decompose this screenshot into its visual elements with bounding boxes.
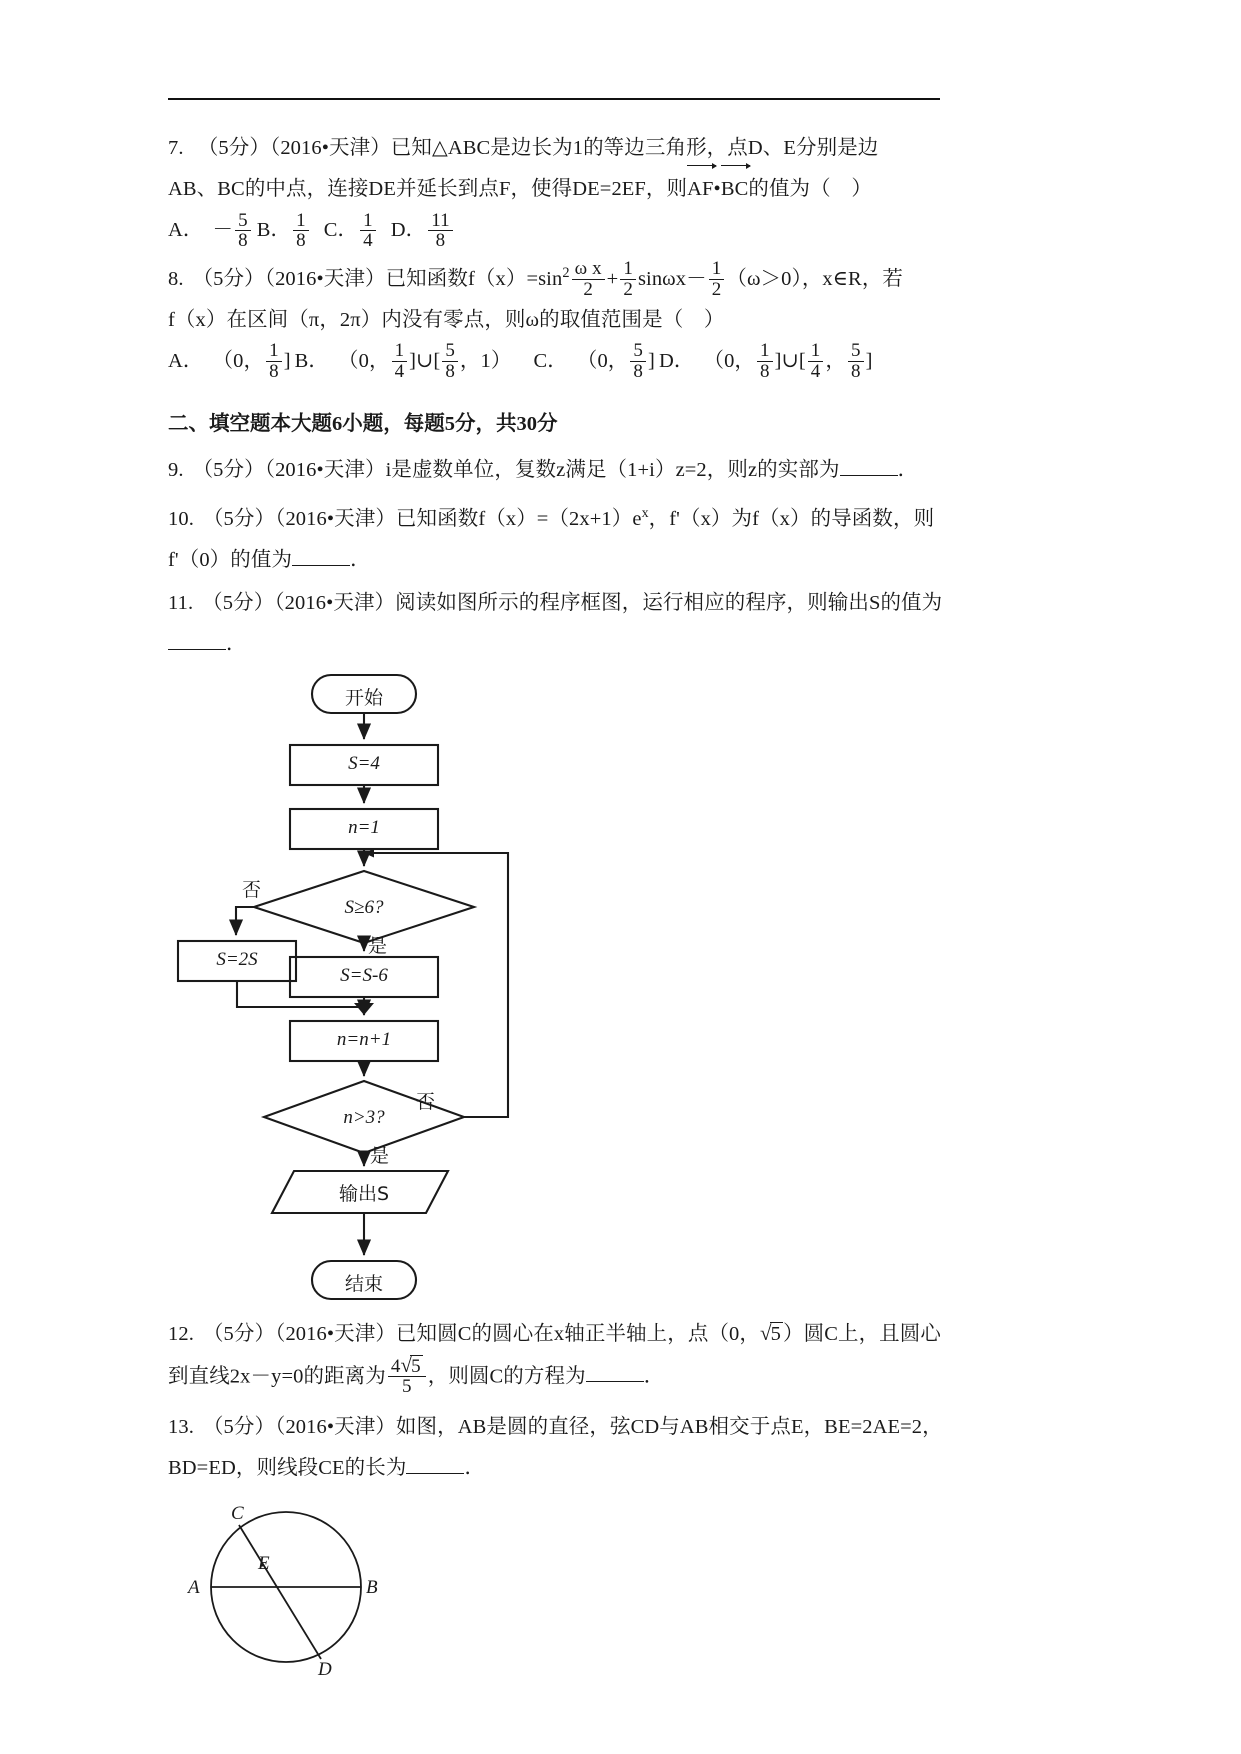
q11-period: ． xyxy=(226,632,247,655)
section-header-fill-in-blank: 二、填空题本大题6小题，每题5分，共30分 xyxy=(168,412,558,435)
q7-option-d xyxy=(391,210,455,251)
q13-period: ． xyxy=(464,1457,486,1480)
q12-sqrt-5: √5 xyxy=(760,1320,781,1345)
q12-text-2b: ，则圆C的方程为 xyxy=(427,1365,586,1388)
question-13-line-2 xyxy=(168,1448,948,1489)
question-11-line-2 xyxy=(168,624,948,665)
q8-text-tail: （ω＞0），x∈R，若 xyxy=(726,267,904,290)
question-7-line-1 xyxy=(168,128,948,169)
q12-text-2a: 到直线2x－y=0的距离为 xyxy=(168,1365,386,1388)
question-7 xyxy=(168,128,948,251)
flow-label-cond-s: S≥6? xyxy=(344,896,384,918)
q10-text-1b: ，f'（x）为f（x）的导函数，则 xyxy=(648,507,935,530)
q8-option-d-label: D． xyxy=(658,349,695,372)
question-7-options xyxy=(168,210,948,251)
q7-text-2b: 的值为（ ） xyxy=(748,178,872,200)
question-10-line-1 xyxy=(168,493,948,540)
question-12-line-2 xyxy=(168,1352,948,1398)
q8-score: （5分） xyxy=(192,267,265,290)
q7-option-c-label: C． xyxy=(323,219,359,241)
question-10-line-2 xyxy=(168,540,948,581)
q7-text-2a: AB、BC的中点，连接DE并延长到点F，使得DE=2EF，则 xyxy=(168,178,688,200)
q7-score: （5分） xyxy=(197,137,270,159)
q13-text-2a: BD=ED，则线段CE的长为 xyxy=(168,1457,407,1480)
q10-exponent: x xyxy=(641,505,649,521)
q8-option-c-label: C． xyxy=(533,349,568,372)
q8-option-b xyxy=(295,341,512,382)
q8-option-c-fraction: $\frac{5}{8}$ xyxy=(630,341,646,381)
chord-cd xyxy=(239,1525,321,1659)
q11-number: 11. xyxy=(168,591,194,614)
question-7-line-2 xyxy=(168,169,948,210)
question-8-line-2 xyxy=(168,300,948,341)
q8-text-mid: sinωx－ xyxy=(637,267,707,290)
q12-fraction-4root5-over-5: $\frac{4√5}{5}$ xyxy=(388,1355,426,1397)
q8-option-b-fraction-2: $\frac{5}{8}$ xyxy=(442,341,458,381)
vector-af xyxy=(687,169,713,210)
q8-plus: + xyxy=(606,267,619,290)
q10-source: （2016•天津） xyxy=(275,507,396,530)
q13-answer-blank[interactable] xyxy=(406,1454,464,1474)
flow-label-double: S=2S xyxy=(216,948,258,970)
q10-period: ． xyxy=(350,548,371,571)
circle-figure-svg xyxy=(176,1495,476,1685)
q8-fraction-one-half-b: $\frac{1}{2}$ xyxy=(709,259,725,299)
q8-option-c xyxy=(533,341,654,382)
q8-option-d xyxy=(659,341,873,382)
circle-label-a: A xyxy=(188,1577,200,1599)
question-13 xyxy=(168,1407,948,1489)
q8-option-b-pre: （0， xyxy=(338,349,390,372)
q8-option-d-pre: （0， xyxy=(703,349,756,372)
q7-option-d-label: D． xyxy=(390,219,427,241)
flow-label-cond-n: n>3? xyxy=(343,1106,385,1128)
q7-number: 7. xyxy=(168,137,184,159)
q8-option-a-post: ] xyxy=(283,349,291,372)
q8-option-b-fraction-1: $\frac{1}{4}$ xyxy=(392,341,408,381)
q9-score: （5分） xyxy=(192,458,265,481)
q11-source: （2016•天津） xyxy=(274,591,396,614)
vector-bc-label: BC xyxy=(720,178,749,200)
q8-fraction-one-half-a: $\frac{1}{2}$ xyxy=(620,259,636,299)
q7-option-b xyxy=(257,210,311,251)
q12-text-1a: 已知圆C的圆心在x轴正半轴上，点（0， xyxy=(395,1322,760,1345)
q10-score: （5分） xyxy=(202,507,276,530)
flow-edge-label-cond-s-yes: 是 xyxy=(368,934,388,957)
q11-answer-blank[interactable] xyxy=(168,629,226,649)
q7-dot: • xyxy=(713,178,721,200)
question-9 xyxy=(168,450,948,491)
q8-option-d-post: ] xyxy=(865,349,873,372)
q8-text-2: f（x）在区间（π，2π）内没有零点，则ω的取值范围是（ ） xyxy=(168,308,725,331)
q9-number: 9. xyxy=(168,458,184,481)
q12-number: 12. xyxy=(168,1322,194,1345)
q12-frac-numeral: 4 xyxy=(390,1355,401,1377)
q12-text-1b: ）圆C上，且圆心 xyxy=(783,1322,941,1345)
q9-source: （2016•天津） xyxy=(264,458,386,481)
q8-option-d-mid: ]∪[ xyxy=(774,349,806,372)
question-12 xyxy=(168,1313,948,1398)
q13-number: 13. xyxy=(168,1416,194,1439)
q12-frac-sqrt: √5 xyxy=(400,1352,421,1377)
flowchart-figure-tail xyxy=(168,1167,948,1307)
q8-option-d-fraction-3: $\frac{5}{8}$ xyxy=(848,341,864,381)
q8-option-b-mid: ]∪[ xyxy=(409,349,441,372)
q7-option-b-fraction: $\frac{1}{8}$ xyxy=(293,211,309,251)
q7-option-c-fraction: $\frac{1}{4}$ xyxy=(360,211,376,251)
flow-edge-label-cond-s-no: 否 xyxy=(242,878,262,901)
q8-fraction-omega-x-2: $\frac{\text{ω x}}{2}$ xyxy=(572,259,605,299)
q7-option-c xyxy=(324,210,378,251)
q12-source: （2016•天津） xyxy=(275,1322,396,1345)
q8-option-a xyxy=(168,341,291,382)
q10-number: 10. xyxy=(168,507,194,530)
q7-option-b-label: B． xyxy=(256,219,292,241)
q10-text-2a: f'（0）的值为 xyxy=(168,548,293,571)
question-13-line-1 xyxy=(168,1407,948,1448)
q7-text-1: 已知△ABC是边长为1的等边三角形，点D、E分别是边 xyxy=(390,137,879,159)
vector-bc xyxy=(721,169,749,210)
question-8 xyxy=(168,253,948,382)
question-12-line-1 xyxy=(168,1313,948,1355)
flowchart-svg xyxy=(168,669,948,1169)
q7-option-a xyxy=(168,210,253,251)
question-8-line-1 xyxy=(168,253,948,300)
q8-option-b-post: ，1） xyxy=(459,349,512,372)
flow-label-incn: n=n+1 xyxy=(336,1028,392,1050)
q12-answer-blank[interactable] xyxy=(586,1362,644,1382)
q7-option-a-label: A． xyxy=(168,219,204,241)
page-content xyxy=(168,128,948,1685)
circle-figure xyxy=(176,1495,476,1685)
q7-source: （2016•天津） xyxy=(269,137,391,159)
flow-label-init-n: n=1 xyxy=(348,816,380,838)
flow-arrowhead-merge-incn xyxy=(354,1003,374,1015)
q8-option-a-pre: （0， xyxy=(212,349,265,372)
header-rule xyxy=(168,98,940,100)
q10-text-1a: 已知函数f（x）=（2x+1）e xyxy=(395,507,642,530)
question-10 xyxy=(168,493,948,581)
question-8-options xyxy=(168,341,948,382)
q8-exponent: 2 xyxy=(562,265,570,281)
q8-option-c-post: ] xyxy=(648,349,655,372)
question-11 xyxy=(168,583,948,665)
q13-text-1: 如图，AB是圆的直径，弦CD与AB相交于点E，BE=2AE=2， xyxy=(395,1416,943,1439)
flow-edge-label-cond-n-no: 否 xyxy=(416,1090,436,1113)
q13-source: （2016•天津） xyxy=(275,1416,396,1439)
q12-period: ． xyxy=(643,1365,665,1388)
q11-text: 阅读如图所示的程序框图，运行相应的程序，则输出S的值为 xyxy=(395,591,943,614)
q8-option-d-mid2: ， xyxy=(825,349,847,372)
question-11-line-1 xyxy=(168,583,948,624)
circle-label-c: C xyxy=(231,1503,244,1525)
q8-source: （2016•天津） xyxy=(264,267,386,290)
q9-period: ． xyxy=(897,458,919,481)
flow-label-sub6: S=S-6 xyxy=(340,964,388,986)
q8-text-1a: 已知函数f（x）=sin xyxy=(385,267,563,290)
flow-label-start: 开始 xyxy=(344,686,383,709)
q8-option-b-label: B． xyxy=(294,349,329,372)
q7-option-a-sign: － xyxy=(212,219,234,241)
q8-option-d-fraction-2: $\frac{1}{4}$ xyxy=(808,341,824,381)
flow-label-end: 结束 xyxy=(344,1272,383,1295)
vector-af-label: AF xyxy=(687,178,714,200)
q8-number: 8. xyxy=(168,267,184,290)
q7-option-a-fraction: $\frac{5}{8}$ xyxy=(235,211,251,251)
circle-label-d: D xyxy=(318,1659,332,1681)
circle-label-b: B xyxy=(366,1577,378,1599)
flow-edge-label-cond-n-yes: 是 xyxy=(370,1144,390,1167)
q8-option-c-pre: （0， xyxy=(576,349,629,372)
q11-score: （5分） xyxy=(202,591,275,614)
flowchart-figure xyxy=(168,669,948,1169)
flow-edge-conds-no xyxy=(236,907,254,935)
flowchart-tail-svg xyxy=(168,1167,948,1307)
q7-option-d-fraction: $\frac{11}{8}$ xyxy=(428,211,453,251)
flow-label-init-s: S=4 xyxy=(348,752,380,774)
question-9-line-1 xyxy=(168,450,948,491)
q8-option-d-fraction-1: $\frac{1}{8}$ xyxy=(757,341,773,381)
circle-label-e: E xyxy=(258,1553,270,1575)
q8-option-a-label: A． xyxy=(168,349,204,372)
q13-score: （5分） xyxy=(202,1416,276,1439)
q12-score: （5分） xyxy=(202,1322,276,1345)
flow-label-output: 输出S xyxy=(338,1182,390,1205)
q9-answer-blank[interactable] xyxy=(840,455,898,475)
q10-answer-blank[interactable] xyxy=(292,545,350,565)
q8-option-a-fraction: $\frac{1}{8}$ xyxy=(266,341,282,381)
q9-text: i是虚数单位，复数z满足（1+i）z=2，则z的实部为 xyxy=(385,458,840,481)
